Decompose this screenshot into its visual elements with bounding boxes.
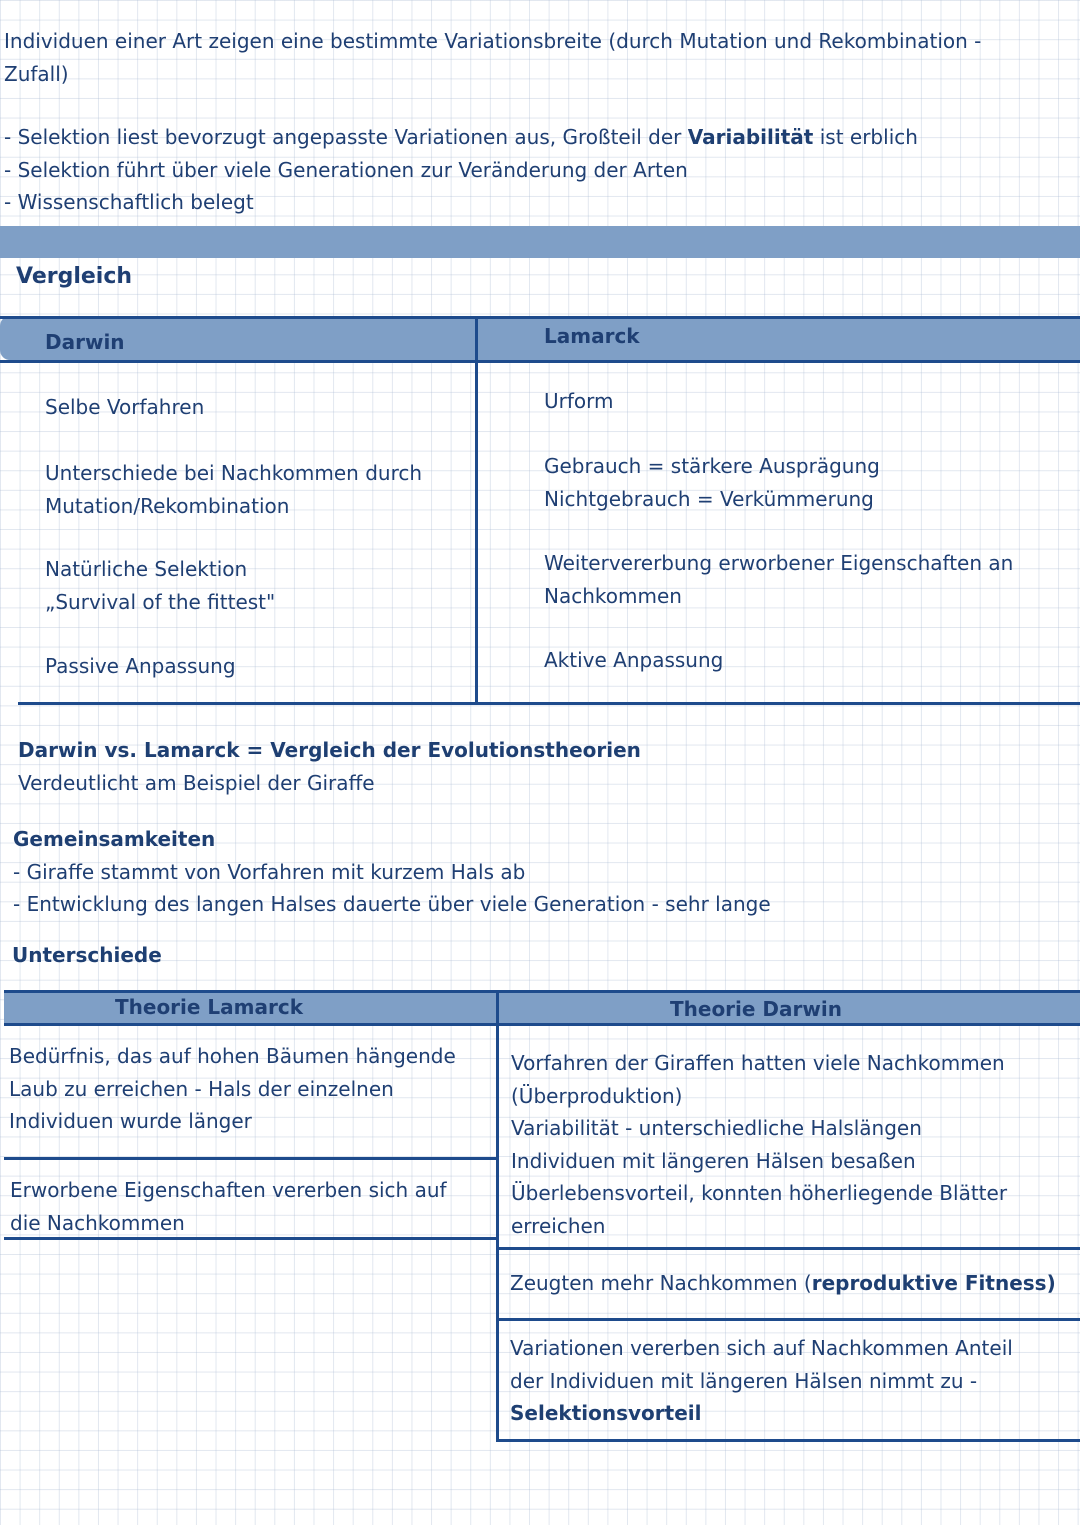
lamarck-header: Lamarck	[544, 324, 640, 348]
unterschiede-column-divider	[496, 990, 499, 1442]
darwin-cell-divider-2	[496, 1318, 1080, 1321]
intro-line-1: Individuen einer Art zeigen eine bestimmte Variationsbreite (durch Mutation und Rekombination -	[4, 29, 982, 53]
darwin-cell-3	[510, 1332, 1013, 1430]
darwin-cell-1-line-4: Individuen mit längeren Hälsen besaßen	[511, 1148, 916, 1173]
bullet-1-tail: ist erblich	[813, 125, 918, 149]
lamarck-cell-1	[9, 1040, 456, 1138]
darwin-cell-3-line-1: Variationen vererben sich auf Nachkommen Anteil	[510, 1336, 1013, 1360]
lamarck-cell-divider	[4, 1157, 496, 1160]
darwin-row-2	[45, 457, 422, 522]
darwin-cell-1-line-6: erreichen	[511, 1213, 606, 1238]
lamarck-cell-1-line-3: Individuen wurde länger	[9, 1109, 252, 1133]
lamarck-row-3-line-2: Nachkommen	[544, 583, 682, 608]
darwin-row-2-line-1: Unterschiede bei Nachkommen durch	[45, 461, 423, 485]
darwin-cell-1-line-3: Variabilität - unterschiedliche Halslängen	[511, 1116, 922, 1140]
lamarck-row-1: Urform	[544, 389, 614, 413]
gemeinsamkeit-2: - Entwicklung des langen Halses dauerte über viele Generation - sehr lange	[13, 892, 771, 916]
darwin-cell-3-line-2: der Individuen mit längeren Hälsen nimmt zu -	[510, 1368, 978, 1393]
darwin-header: Darwin	[45, 330, 125, 354]
darwin-row-3-line-2: „Survival of the fittest"	[45, 589, 276, 614]
intro-line-2: Zufall)	[4, 61, 69, 86]
lamarck-row-4: Aktive Anpassung	[544, 648, 724, 672]
vergleich-header-band	[0, 316, 1080, 360]
lamarck-cell-2-line-2: die Nachkommen	[10, 1210, 185, 1235]
giraffe-title: Darwin vs. Lamarck = Vergleich der Evolutionstheorien	[18, 738, 641, 762]
lamarck-row-3	[544, 547, 1013, 612]
darwin-cell-1-line-2: (Überproduktion)	[511, 1083, 683, 1108]
darwin-row-3	[45, 553, 275, 618]
section-divider-band	[0, 226, 1080, 258]
giraffe-subtitle: Verdeutlicht am Beispiel der Giraffe	[18, 771, 375, 795]
unterschiede-table	[0, 990, 1080, 1445]
gemeinsamkeiten-heading: Gemeinsamkeiten	[13, 827, 216, 851]
vergleich-bottom-line	[18, 702, 1080, 705]
bullet-list	[4, 121, 918, 219]
darwin-cell-divider-1	[496, 1247, 1080, 1250]
lamarck-cell-2-line-1: Erworbene Eigenschaften vererben sich auf	[10, 1178, 447, 1202]
vergleich-table	[0, 316, 1080, 704]
lamarck-cell-1-line-2: Laub zu erreichen - Hals der einzelnen	[9, 1076, 394, 1101]
lamarck-cell-2	[10, 1174, 447, 1239]
darwin-row-3-line-1: Natürliche Selektion	[45, 557, 248, 581]
darwin-cell-1-line-1: Vorfahren der Giraffen hatten viele Nachkommen	[511, 1051, 1005, 1075]
bullet-2: - Selektion führt über viele Generationen zur Veränderung der Arten	[4, 157, 688, 182]
lamarck-cell-1-line-1: Bedürfnis, das auf hohen Bäumen hängende	[9, 1044, 456, 1068]
unterschiede-heading: Unterschiede	[12, 943, 162, 967]
darwin-row-4: Passive Anpassung	[45, 654, 236, 678]
darwin-bottom-line	[496, 1439, 1080, 1442]
darwin-cell-2-bold: reproduktive Fitness)	[811, 1271, 1056, 1295]
bullet-1-text: - Selektion liest bevorzugt angepasste Variationen aus, Großteil der	[4, 125, 688, 149]
lamarck-row-2-line-2: Nichtgebrauch = Verkümmerung	[544, 486, 874, 511]
gemeinsamkeit-1: - Giraffe stammt von Vorfahren mit kurzem Hals ab	[13, 860, 526, 884]
lamarck-row-2-line-1: Gebrauch = stärkere Ausprägung	[544, 454, 880, 478]
darwin-cell-2-text: Zeugten mehr Nachkommen (	[510, 1271, 812, 1295]
theorie-lamarck-header: Theorie Lamarck	[115, 995, 304, 1019]
vergleich-header-line	[0, 360, 1080, 363]
lamarck-row-3-line-1: Weitervererbung erworbener Eigenschaften an	[544, 551, 1014, 575]
vergleich-column-divider	[475, 319, 478, 703]
vergleich-top-line	[0, 316, 1080, 319]
darwin-cell-2	[510, 1267, 1056, 1300]
darwin-row-1: Selbe Vorfahren	[45, 395, 205, 419]
vergleich-heading: Vergleich	[16, 264, 133, 289]
darwin-cell-1-line-5: Überlebensvorteil, konnten höherliegende Blätter	[511, 1181, 1008, 1205]
darwin-row-2-line-2: Mutation/Rekombination	[45, 493, 290, 518]
theorie-darwin-header: Theorie Darwin	[670, 997, 842, 1021]
bullet-3: - Wissenschaftlich belegt	[4, 190, 254, 214]
bullet-1	[4, 121, 918, 154]
lamarck-bottom-line	[4, 1237, 496, 1240]
intro-text	[4, 25, 981, 90]
darwin-cell-3-bold: Selektionsvorteil	[510, 1401, 702, 1425]
darwin-cell-1	[511, 1047, 1007, 1242]
bullet-1-bold: Variabilität	[687, 125, 814, 149]
lamarck-row-2	[544, 450, 880, 515]
